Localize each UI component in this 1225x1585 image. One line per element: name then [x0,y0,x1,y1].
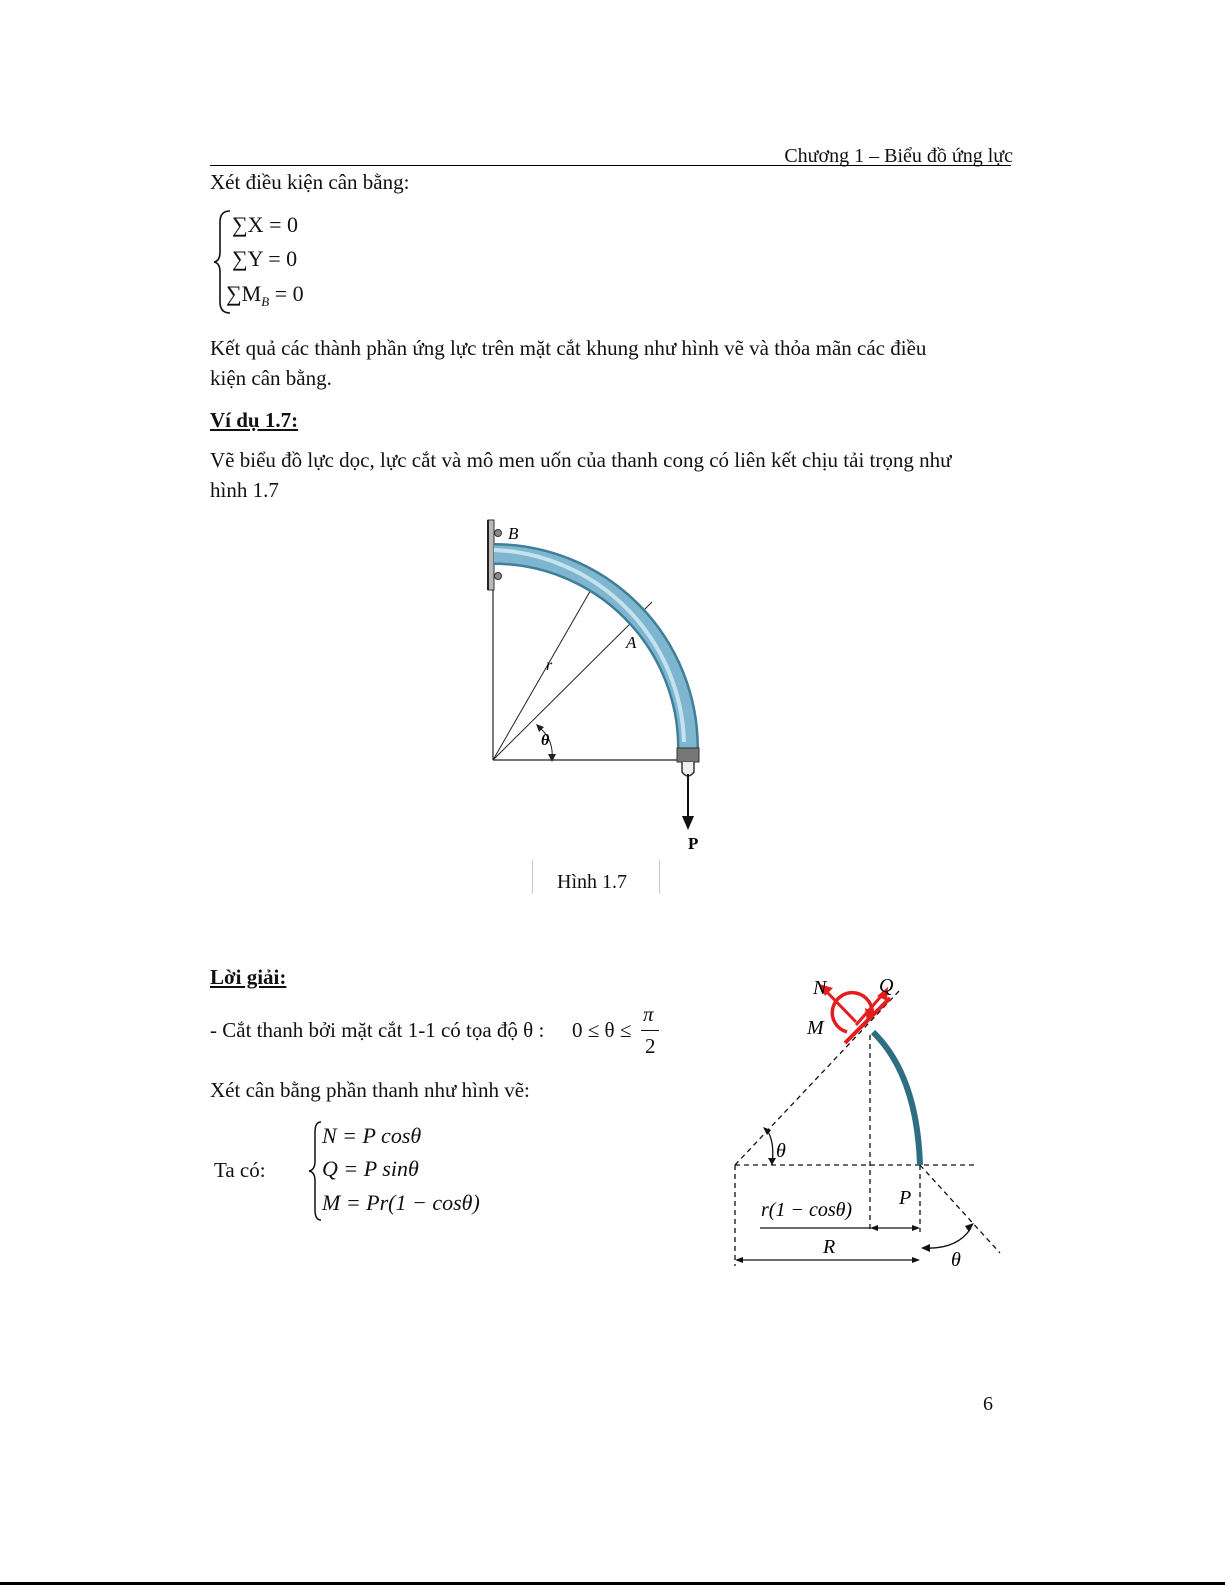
label-theta-origin: θ [776,1140,786,1162]
equation-sum-mb-rest: = 0 [269,281,304,306]
equation-sum-x: ∑X = 0 [232,212,298,237]
section-line-a [493,602,652,760]
label-m: M [807,1017,824,1039]
free-body-diagram [725,970,1015,1280]
page-number: 6 [983,1393,993,1415]
label-capital-r: R [823,1236,836,1258]
result-text-line1: Kết quả các thành phần ứng lực trên mặt cắt khung như hình vẽ và thỏa mãn các điều [210,336,927,360]
label-q: Q [879,975,894,997]
equation-sum-mb-main: ∑M [226,281,262,306]
figure-caption: Hình 1.7 [557,871,627,893]
equilibrium-intro: Xét điều kiện cân bằng: [210,170,410,194]
solution-taco: Ta có: [214,1158,266,1182]
equation-sum-y: ∑Y = 0 [232,246,298,271]
label-theta-p: θ [951,1249,961,1271]
solution-step1-inequality: 0 ≤ θ ≤ [572,1018,632,1042]
label-b: B [508,524,519,543]
fraction-two: 2 [645,1034,656,1058]
equation-q: Q = P sinθ [322,1156,419,1181]
label-n: N [813,977,827,999]
fraction-bar [641,1030,659,1031]
header-divider [210,165,1011,166]
solution-title: Lời giải: [210,965,287,989]
equation-n: N = P cosθ [322,1123,422,1148]
label-p: P [899,1187,912,1209]
figure-curved-bar [474,506,719,866]
end-cap [677,748,699,762]
example-desc-line2: hình 1.7 [210,478,279,502]
equation-m: M = Pr(1 − cosθ) [322,1190,480,1215]
example-title: Ví dụ 1.7: [210,408,299,432]
chapter-header: Chương 1 – Biểu đồ ứng lực [784,145,1013,167]
label-theta: θ [541,732,550,749]
fraction-pi: π [643,1002,654,1026]
example-desc-line1: Vẽ biểu đồ lực dọc, lực cắt và mô men uốn của thanh cong có liên kết chịu tải trọng như [210,448,952,472]
equation-sum-mb [226,281,304,310]
label-a: A [626,633,637,652]
solution-step2: Xét cân bằng phần thanh như hình vẽ: [210,1078,530,1102]
label-r: r [546,657,553,674]
label-p: P [688,834,699,853]
equation-sum-mb-sub: B [261,294,270,309]
result-text-line2: kiện cân bằng. [210,366,332,390]
bar-segment [873,1032,920,1165]
label-r-minus-cos: r(1 − cosθ) [761,1199,853,1221]
solution-step1-text: - Cắt thanh bởi mặt cắt 1-1 có tọa độ θ : [210,1018,545,1042]
